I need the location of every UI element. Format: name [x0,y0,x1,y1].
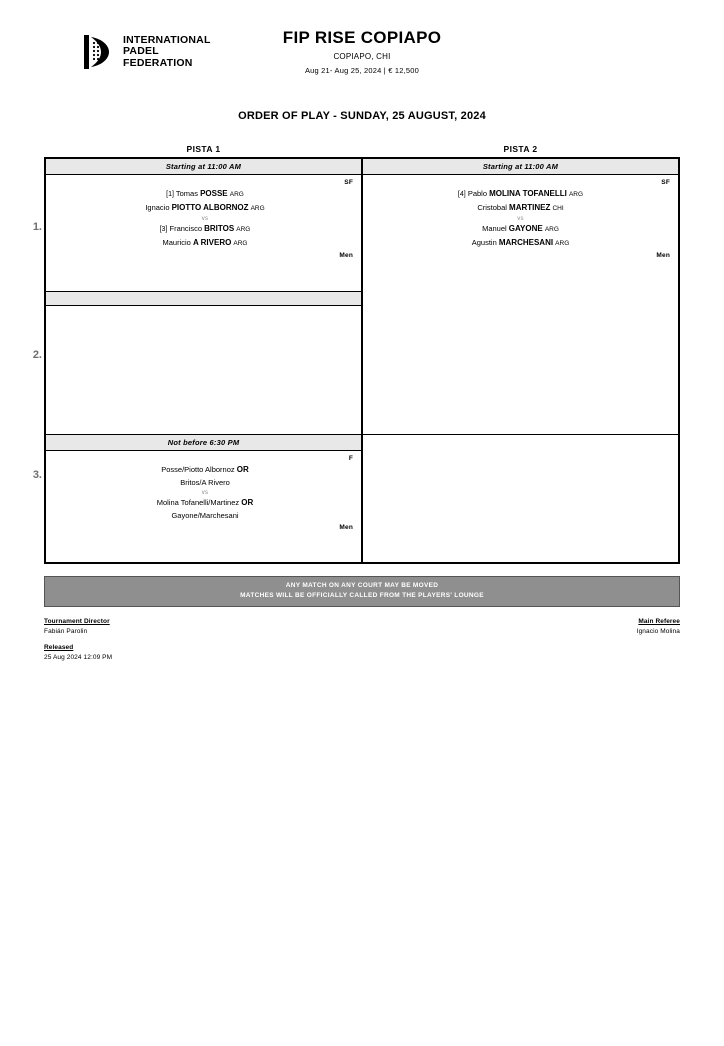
match-time-p2-r3 [363,434,678,449]
court-header-row [44,144,680,157]
vs-separator: vs [201,216,209,222]
match-time-p1-r3: Not before 6:30 PM [46,434,361,451]
court-header-pista-2: PISTA 2 [503,144,538,154]
row-number-column [16,159,42,562]
player-seed: [1] [166,191,174,198]
tournament-city: COPIAPO, CHI [333,52,391,61]
logo-line-2: PADEL [123,45,159,58]
player-first-name: Mauricio [162,237,191,247]
match-body-p2-r3 [363,449,678,560]
vs-separator: vs [201,490,209,496]
player-line [57,188,353,202]
match-body-p1-r3 [49,451,361,562]
player-last-name: BRITOS [204,224,235,233]
player-line [57,202,353,216]
row-number-1: 1. [32,221,42,233]
notice-banner [44,576,680,607]
padel-federation-logo-icon [82,32,116,72]
player-line [57,223,353,237]
tournament-director-name: Fabián Parolin [44,628,88,635]
player-nationality: ARG [568,191,584,198]
logo-line-3: FEDERATION [123,56,193,69]
team-line [57,510,353,523]
player-last-name: MARCHESANI [498,237,554,247]
match-time-p1-r1: Starting at 11:00 AM [46,159,361,175]
logo-line-1: INTERNATIONAL [123,33,211,46]
player-seed: [4] [457,191,466,198]
match-body-p1-r1 [49,175,361,291]
row-number-3: 3. [32,469,42,481]
schedule-grid [32,157,680,564]
round-tag-p1-r1: SF [344,179,353,186]
court-column-pista-2 [363,159,678,562]
federation-logo-text [123,35,211,70]
match-slot-p1-r3[interactable] [46,434,361,562]
vs-separator: vs [517,216,524,222]
player-nationality: ARG [544,226,559,233]
or-label: OR [241,498,254,507]
document-header [44,22,680,88]
player-line [371,188,670,202]
player-last-name: A RIVERO [192,237,232,247]
main-referee-label: Main Referee [638,618,680,625]
player-first-name: Agustin [471,237,497,247]
court-header-pista-1: PISTA 1 [186,144,221,154]
category-tag-p1-r1: Men [339,252,353,259]
released-timestamp: 25 Aug 2024 12:09 PM [44,654,113,661]
match-slot-p1-r2[interactable] [46,291,361,434]
player-first-name: Francisco [169,224,203,233]
footer-left [44,618,112,661]
player-line [371,223,670,237]
player-last-name: PIOTTO ALBORNOZ [171,202,249,212]
footer-right [637,618,680,635]
team-name: Posse/Piotto Albornoz [161,465,235,474]
match-body-p2-r2 [363,306,678,434]
team-line [57,497,353,510]
match-body-p1-r2 [49,306,361,434]
player-first-name: Cristobal [477,202,507,212]
team-name: Molina Tofanelli/Martinez [156,498,240,507]
team-line [57,464,353,477]
match-slot-p1-r1[interactable] [46,159,361,291]
released-label: Released [44,644,74,651]
player-first-name: Tomas [175,189,198,198]
category-tag-p2-r1: Men [656,252,670,259]
player-list-p1-r3 [57,464,353,522]
player-last-name: GAYONE [508,224,543,233]
page-title: ORDER OF PLAY - SUNDAY, 25 AUGUST, 2024 [238,110,486,122]
player-nationality: ARG [250,204,265,212]
notice-line-1: ANY MATCH ON ANY COURT MAY BE MOVED [285,582,439,589]
or-label: OR [236,465,249,474]
player-list-p2-r1 [371,188,670,250]
match-time-p1-r2 [46,291,361,306]
tournament-title: FIP RISE COPIAPO [282,28,442,47]
match-slot-p2-r2[interactable] [363,291,678,434]
player-last-name: MARTINEZ [509,202,551,212]
court-column-pista-1 [46,159,363,562]
match-slot-p2-r1[interactable] [363,159,678,291]
player-line [371,237,670,251]
tournament-dates-prize: Aug 21- Aug 25, 2024 | € 12,500 [304,66,420,75]
player-nationality: CHI [552,204,564,212]
tournament-director-label: Tournament Director [44,618,110,625]
category-tag-p1-r3: Men [339,524,353,531]
team-name: Gayone/Marchesani [171,510,239,520]
player-nationality: ARG [236,226,251,233]
match-slot-p2-r3[interactable] [363,434,678,560]
player-last-name: POSSE [200,189,228,198]
player-last-name: MOLINA TOFANELLI [489,189,567,198]
player-line [57,237,353,251]
player-nationality: ARG [229,191,244,198]
federation-logo [82,32,211,72]
player-nationality: ARG [555,239,570,247]
player-list-p1-r1 [57,188,353,250]
player-line [371,202,670,216]
document-footer [44,618,680,678]
match-body-p2-r1 [363,175,678,291]
team-name: Britos/A Rivero [180,477,230,487]
team-line [57,477,353,490]
main-referee-name: Ignacio Molina [636,628,680,635]
match-time-p2-r2 [363,291,678,306]
notice-line-2: MATCHES WILL BE OFFICIALLY CALLED FROM THE PLAYERS' LOUNGE [240,592,484,599]
round-tag-p2-r1: SF [661,179,670,186]
order-of-play-page [0,22,724,678]
round-tag-p1-r3: F [348,455,353,462]
player-first-name: Ignacio [145,202,170,212]
match-time-p2-r1: Starting at 11:00 AM [363,159,678,175]
row-number-2: 2. [32,349,42,361]
player-nationality: ARG [233,239,248,247]
player-seed: [3] [159,226,168,233]
player-first-name: Manuel [482,224,507,233]
player-first-name: Pablo [467,189,487,198]
